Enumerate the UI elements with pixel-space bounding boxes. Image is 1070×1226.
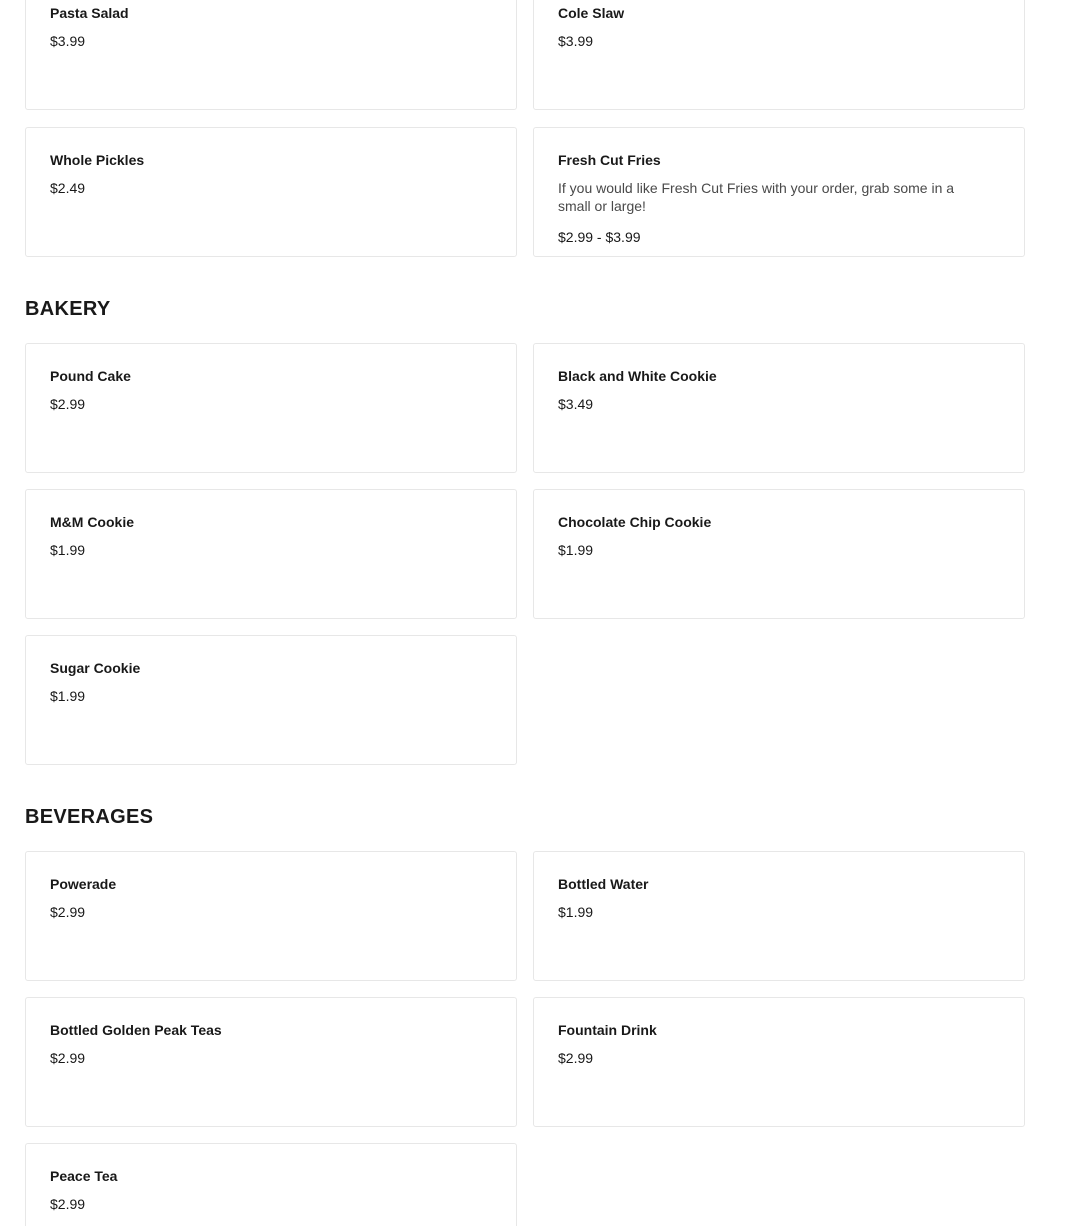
item-price: $2.49 — [50, 180, 86, 196]
item-price: $2.99 - $3.99 — [558, 229, 641, 245]
menu-item-card-cole-slaw[interactable] — [533, 0, 1025, 110]
item-price: $1.99 — [50, 542, 86, 558]
item-price: $1.99 — [558, 542, 594, 558]
menu-item-card-bottled-water[interactable] — [533, 851, 1025, 981]
menu-item-card-pound-cake[interactable] — [25, 343, 517, 473]
item-name: Black and White Cookie — [558, 368, 717, 384]
item-name: Peace Tea — [50, 1168, 118, 1184]
item-price: $3.99 — [558, 33, 594, 49]
menu-item-card-sugar-cookie[interactable] — [25, 635, 517, 765]
menu-item-card-whole-pickles[interactable] — [25, 127, 517, 257]
item-price: $1.99 — [558, 904, 594, 920]
item-price: $2.99 — [50, 1050, 86, 1066]
section-title-bakery: BAKERY — [25, 298, 111, 320]
item-price: $3.49 — [558, 396, 594, 412]
menu-item-card-bottled-golden-peak-teas[interactable] — [25, 997, 517, 1127]
item-description: If you would like Fresh Cut Fries with your order, grab some in a small or large! — [558, 180, 955, 214]
item-name: Chocolate Chip Cookie — [558, 514, 712, 530]
item-price: $2.99 — [558, 1050, 594, 1066]
item-name: Bottled Golden Peak Teas — [50, 1022, 222, 1038]
menu-item-card-fountain-drink[interactable] — [533, 997, 1025, 1127]
item-name: Cole Slaw — [558, 5, 625, 21]
menu-item-card-mm-cookie[interactable] — [25, 489, 517, 619]
item-name: Sugar Cookie — [50, 660, 141, 676]
menu-item-card-pasta-salad[interactable] — [25, 0, 517, 110]
item-price: $2.99 — [50, 1196, 86, 1212]
item-name: Fountain Drink — [558, 1022, 657, 1038]
item-name: Pasta Salad — [50, 5, 129, 21]
menu-item-card-peace-tea[interactable] — [25, 1143, 517, 1226]
item-name: Bottled Water — [558, 876, 649, 892]
menu-item-card-chocolate-chip-cookie[interactable] — [533, 489, 1025, 619]
item-price: $2.99 — [50, 396, 86, 412]
item-name: Whole Pickles — [50, 152, 145, 168]
menu-item-card-powerade[interactable] — [25, 851, 517, 981]
item-price: $2.99 — [50, 904, 86, 920]
item-name: Pound Cake — [50, 368, 131, 384]
item-price: $1.99 — [50, 688, 86, 704]
section-title-beverages: BEVERAGES — [25, 806, 154, 828]
menu-item-card-black-and-white-cookie[interactable] — [533, 343, 1025, 473]
item-price: $3.99 — [50, 33, 86, 49]
item-name: M&M Cookie — [50, 514, 134, 530]
item-name: Powerade — [50, 876, 117, 892]
item-name: Fresh Cut Fries — [558, 152, 661, 168]
menu-item-card-fresh-cut-fries[interactable] — [533, 127, 1025, 257]
